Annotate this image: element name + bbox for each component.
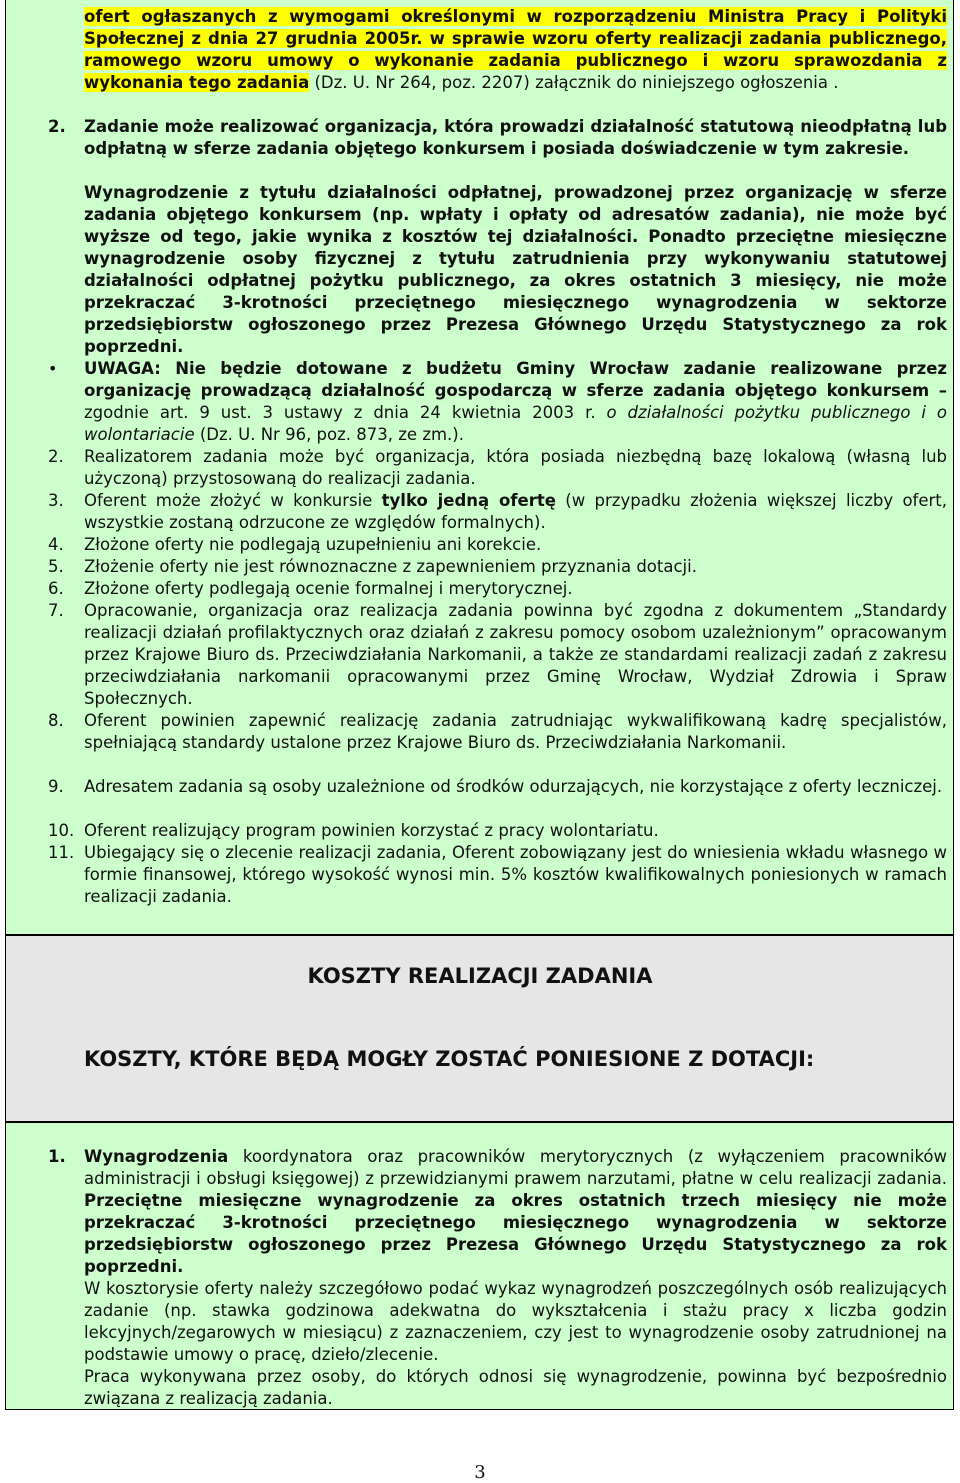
- item-number: 1.: [48, 1147, 66, 1166]
- list-item: [84, 490, 947, 534]
- salaries-limit: Przeciętne miesięczne wynagrodzenie za okres ostatnich trzech miesięcy nie może przekraczać 3-krotności przeciętnego miesięcznego wynagrodzenia w sektorze przedsiębiorstw ogłoszonego przez Prezesa Głównego Urzędu Statystycznego za rok poprzedni.: [84, 1191, 947, 1276]
- list-item: Oferent realizujący program powinien korzystać z pracy wolontariatu.: [84, 821, 659, 840]
- intro-highlight-1: ofert ogłaszanych z wymogami określonymi w rozporządzeniu Ministra Pracy i Polityki Społecznej z dnia 27 grudnia 2005r.: [84, 7, 947, 48]
- work-relation-paragraph: Praca wykonywana przez osoby, do których odnosi się wynagrodzenie, powinna być bezpośrednio związana z realizacją zadania.: [84, 1367, 947, 1408]
- item-number: 9.: [48, 777, 64, 796]
- list-item: Realizatorem zadania może być organizacja, która posiada niezbędną bazę lokalową (własną lub użyczoną) przystosowaną do realizacji zadania.: [84, 447, 947, 488]
- list-item-text: Oferent może złożyć w konkursie: [84, 491, 382, 510]
- item-number: 2.: [48, 447, 64, 466]
- intro-paragraph: [84, 6, 947, 94]
- intro-highlight-2: w sprawie wzoru oferty realizacji zadania publicznego, ramowego wzoru umowy o wykonanie zadania publicznego i wzoru sprawozdania z wykonania tego zadania: [84, 29, 947, 92]
- list-item: Opracowanie, organizacja oraz realizacja zadania powinna być zgodna z dokumentem „Standardy realizacji działań profilaktycznych oraz działań z zakresu pomocy osobom uzależnionym” opracowanym przez Krajowe Biuro ds. Przeciwdziałania Narkomanii, a także ze standardami realizacji zadań z zakresu przeciwdziałania narkomanii opracowanymi przez Gminę Wrocław, Wydział Zdrowia i Spraw Społecznych.: [84, 601, 947, 708]
- item-number: 2.: [48, 117, 66, 136]
- list-item: Adresatem zadania są osoby uzależnione od środków odurzających, nie korzystające z oferty leczniczej.: [84, 777, 943, 796]
- list-item: Złożenie oferty nie jest równoznaczne z zapewnieniem przyznania dotacji.: [84, 557, 697, 576]
- warning-end: (Dz. U. Nr 96, poz. 873, ze zm.).: [194, 425, 464, 444]
- cost-estimate-paragraph: W kosztorysie oferty należy szczegółowo podać wykaz wynagrodzeń poszczególnych osób realizujących zadanie (np. stawka godzinowa adekwatna do wykształcenia i stażu pracy x liczba godzin lekcyjnych/zegarowych w miesiącu) z zaznaczeniem, czy jest to wynagrodzenie osoby zatrudnionej na podstawie umowy o pracę, dzieło/zlecenie.: [84, 1279, 947, 1364]
- list-item-text: (w przypadku złożenia większej liczby ofert, wszystkie zostaną odrzucone ze względów formalnych).: [84, 491, 947, 532]
- item-number: 7.: [48, 601, 64, 620]
- list-item: Złożone oferty nie podlegają uzupełnieniu ani korekcie.: [84, 535, 542, 554]
- bullet-icon: •: [48, 359, 58, 378]
- organization-eligibility-text: Zadanie może realizować organizacja, która prowadzi działalność statutową nieodpłatną lub odpłatną w sferze zadania objętego konkursem i posiada doświadczenie w tym zakresie.: [84, 117, 947, 158]
- item-number: 10.: [48, 821, 75, 840]
- warning-italic: o działalności pożytku publicznego i o wolontariacie: [84, 403, 947, 444]
- one-offer-emphasis: tylko jedną ofertę: [381, 491, 556, 510]
- costs-title: KOSZTY REALIZACJI ZADANIA: [307, 964, 653, 988]
- item-number: 8.: [48, 711, 64, 730]
- remuneration-paragraph: Wynagrodzenie z tytułu działalności odpłatnej, prowadzonej przez organizację w sferze zadania objętego konkursem (np. wpłaty i opłaty od adresatów zadania), nie może być wyższe od tego, jakie wynika z kosztów tej działalności. Ponadto przeciętne miesięczne wynagrodzenie osoby fizycznej z tytułu zatrudnienia przy wykonywaniu statutowej działalności odpłatnej pożytku publicznego, za okres ostatnich 3 miesięcy, nie może przekraczać 3-krotności przeciętnego miesięcznego wynagrodzenia w sektorze przedsiębiorstw ogłoszonego przez Prezesa Głównego Urzędu Statystycznego za rok poprzedni.: [84, 183, 947, 356]
- salaries-text: koordynatora oraz pracowników merytorycznych (z wyłączeniem pracowników administracji i obsługi księgowej) z przewidzianymi prawem narzutami, płatne w celu realizacji zadania.: [84, 1147, 947, 1188]
- warning-bold: UWAGA: Nie będzie dotowane z budżetu Gminy Wrocław zadanie realizowane przez organizację prowadzącą działalność gospodarczą w sferze zadania objętego konkursem –: [84, 359, 947, 400]
- costs-subtitle: KOSZTY, KTÓRE BĘDĄ MOGŁY ZOSTAĆ PONIESIONE Z DOTACJI:: [84, 1047, 815, 1071]
- warning-paragraph: [84, 358, 947, 446]
- item-number: 3.: [48, 491, 64, 510]
- page-number: 3: [474, 1462, 486, 1483]
- list-item: Ubiegający się o zlecenie realizacji zadania, Oferent zobowiązany jest do wniesienia wkładu własnego w formie finansowej, którego wysokość wynosi min. 5% kosztów kwalifikowalnych poniesionych w ramach realizacji zadania.: [84, 843, 947, 906]
- warning-plain: zgodnie art. 9 ust. 3 ustawy z dnia 24 kwietnia 2003 r.: [84, 403, 607, 422]
- salaries-paragraph: [84, 1146, 947, 1278]
- item-number: 11.: [48, 843, 75, 862]
- list-item: Oferent powinien zapewnić realizację zadania zatrudniając wykwalifikowaną kadrę specjalistów, spełniającą standardy ustalone przez Krajowe Biuro ds. Przeciwdziałania Narkomanii.: [84, 711, 947, 752]
- item-number: 4.: [48, 535, 64, 554]
- item-number: 6.: [48, 579, 64, 598]
- salaries-label: Wynagrodzenia: [84, 1147, 229, 1166]
- list-item: Złożone oferty podlegają ocenie formalnej i merytorycznej.: [84, 579, 573, 598]
- item-number: 5.: [48, 557, 64, 576]
- intro-tail: (Dz. U. Nr 264, poz. 2207) załącznik do niniejszego ogłoszenia .: [309, 73, 839, 92]
